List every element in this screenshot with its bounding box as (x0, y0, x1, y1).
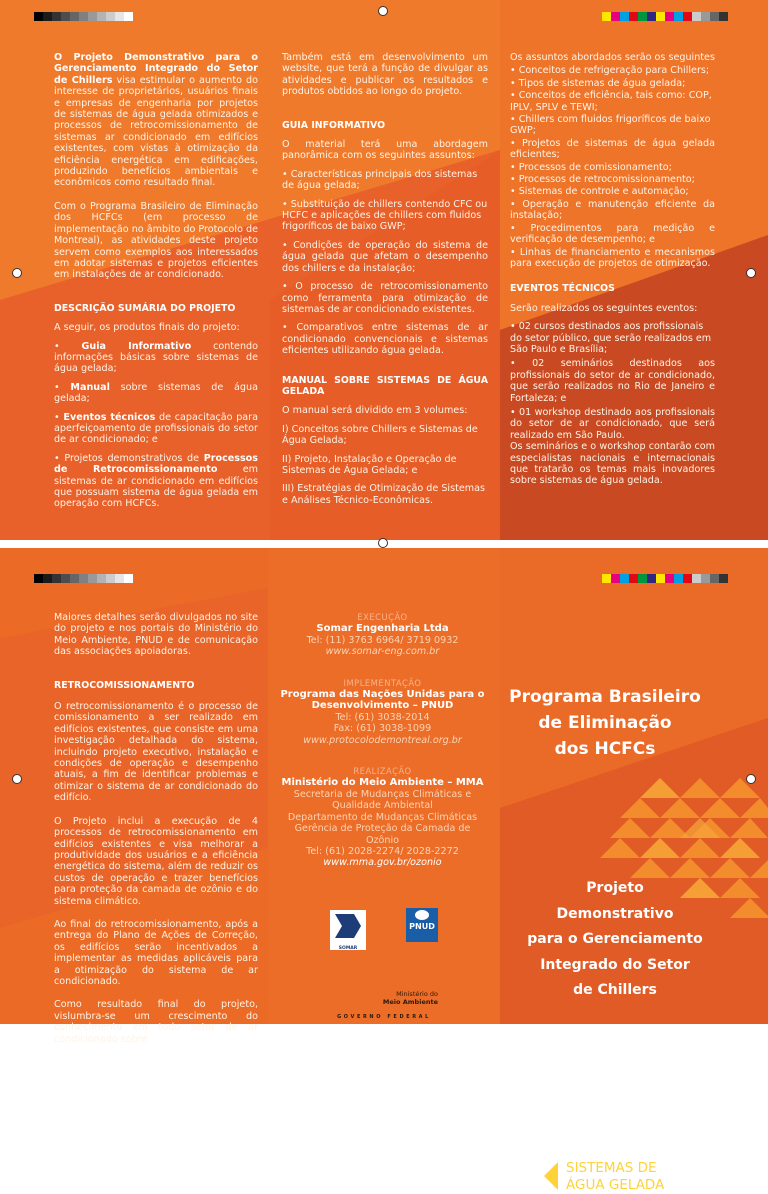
realizacao-line: Secretaria de Mudanças Climáticas e (293, 788, 472, 800)
registration-mark (12, 268, 22, 278)
manual-item: I) Conceitos sobre Chillers e Sistemas de Água Gelada; (282, 423, 478, 447)
guide-item: • Comparativos entre sistemas de ar condicionado convencionais e sistemas eficientes utilizando água gelada. (282, 322, 488, 357)
topic-item: • Operação e manutenção eficiente da instalação; (510, 198, 715, 222)
implementacao-fax: Fax: (61) 3038-1099 (333, 723, 432, 735)
realizacao-website: www.mma.gov.br/ozonio (323, 857, 442, 869)
registration-mark (378, 6, 388, 16)
manual-item: II) Projeto, Instalação e Operação de Sistemas de Água Gelada; e (282, 453, 457, 476)
retro-paragraph: O Projeto inclui a execução de 4 processos de retrocomissionamento em edifícios existentes e visa melhorar a produtividade dos usuários e a eficiência energética do sistema, além de reduzir os custos de operação e trazer benefícios para proteção da camada de ozônio e do sistema climático. (54, 815, 258, 907)
intro-paragraph (54, 52, 258, 189)
cover-subtitle: Projeto Demonstrativo para o Gerenciamento Integrado do Setor de Chillers (527, 880, 703, 998)
implementacao-website: www.protocolodemontreal.org.br (303, 734, 462, 746)
events-lead: Serão realizados os seguintes eventos: (510, 302, 698, 314)
realizacao-line: Tel: (61) 2028-2274/ 2028-2272 (306, 845, 459, 857)
realizacao-line: Qualidade Ambiental (332, 800, 433, 812)
topic-item: • Tipos de sistemas de água gelada; (510, 77, 686, 89)
topic-item: • Sistemas de controle e automação; (510, 186, 689, 198)
un-emblem-icon (415, 910, 429, 920)
event-item: • 02 cursos destinados aos profissionais do setor público, que serão realizados em São Paulo e Brasília; (510, 321, 712, 355)
mma-logo: Ministério do Meio Ambiente (382, 990, 438, 1006)
top-column-1 (54, 52, 258, 517)
pnud-logo: PNUD (406, 908, 438, 942)
implementacao-label: IMPLEMENTAÇÃO (343, 677, 422, 688)
guide-item: • Substituição de chillers contendo CFC ou HCFC e aplicações de chillers com fluidos frigoríficos de baixo GWP; (282, 198, 488, 233)
execucao-website: www.somar-eng.com.br (325, 646, 440, 658)
retro-paragraph: O retrocomissionamento é o processo de comissionamento a ser realizado em edifícios existentes, que consiste em uma investigação detalhada do sistema, incluindo projeto executivo, instalação e condições de operação e desempenho atuais, a fim de identificar problemas e otimizar o sistema de ar condicionado do edifício. (54, 701, 258, 804)
program-paragraph: Com o Programa Brasileiro de Eliminação dos HCFCs (em processo de implementação no âmbito do Protocolo de Montreal), as atividades deste projeto servem como exemplos aos interessados em adotar sistemas e projetos eficientes em instalações de ar condicionado. (54, 200, 258, 281)
bottom-column-1 (54, 612, 258, 1052)
realizacao-line: Gerência de Proteção da Camada de Ozônio (294, 823, 471, 846)
implementacao-org: Programa das Nações Unidas para o Desenvolvimento – PNUD (280, 689, 485, 712)
print-color-bar-left (34, 574, 133, 583)
intro-text: visa estimular o aumento do interesse de proprietários, usuários finais e empresas de engenharia por projetos de sistemas de água gelada otimizados e processos de retrocomissionamento de sistemas ar condicionado em edifícios existentes, com vistas à otimização da eficiência energética em edificações, produzindo benefícios ambientais e econômicos como resultado final. (54, 74, 258, 189)
topic-item: • Procedimentos para medição e verificação de desempenho; e (510, 222, 715, 246)
print-color-bar-right (602, 12, 728, 21)
guide-item: • O processo de retrocomissionamento como ferramenta para otimização de sistemas de ar condicionado existentes. (282, 281, 488, 315)
manual-item: III) Estratégias de Otimização de Sistemas e Análises Técnico-Econômicas. (282, 483, 485, 506)
registration-mark (378, 538, 388, 548)
topic-item: • Processos de retrocomissionamento; (510, 174, 695, 186)
section-heading-guia: GUIA INFORMATIVO (282, 119, 386, 131)
product-item: • Eventos técnicos de capacitação para aperfeiçoamento de profissionais do setor de ar condicionado; e (54, 411, 258, 446)
top-column-2 (282, 52, 488, 513)
section-heading-eventos: EVENTOS TÉCNICOS (510, 283, 615, 295)
manual-lead: O manual será dividido em 3 volumes: (282, 405, 468, 417)
print-color-bar-left (34, 12, 133, 21)
product-item: • Projetos demonstrativos de Processos de Retrocomissionamento em sistemas de ar condicionado em edifícios que possuam sistema de água gelada em operação com HCFCs. (54, 452, 258, 510)
print-color-bar-right (602, 574, 728, 583)
topic-item: • Projetos de sistemas de água gelada eficientes; (510, 137, 715, 161)
sistemas-logo-mark (544, 1162, 558, 1190)
registration-mark (12, 774, 22, 784)
guide-item: • Características principais dos sistemas de água gelada; (282, 168, 478, 192)
realizacao-label: REALIZAÇÃO (353, 766, 412, 777)
topic-item: • Conceitos de refrigeração para Chillers; (510, 65, 710, 77)
execucao-tel: Tel: (11) 3763 6964/ 3719 0932 (306, 634, 459, 646)
events-closing: Os seminários e o workshop contarão com especialistas nacionais e internacionais que tratarão os temas mais inovadores sobre sistemas de água gelada. (510, 441, 715, 487)
registration-mark (746, 774, 756, 784)
website-paragraph: Também está em desenvolvimento um website, que terá a função de divulgar as atividades e publicar os resultados e produtos obtidos ao longo do projeto. (282, 52, 488, 98)
details-paragraph: Maiores detalhes serão divulgados no site do projeto e nos portais do Ministério do Meio Ambiente, PNUD e de comunicação das associações apoiadoras. (54, 612, 258, 658)
products-lead: A seguir, os produtos finais do projeto: (54, 322, 240, 334)
somar-chevron-icon (330, 910, 366, 942)
execucao-label: EXECUÇÃO (357, 612, 408, 622)
bottom-panel (0, 548, 768, 1193)
governo-federal-logo: GOVERNO FEDERAL (337, 1014, 431, 1020)
product-item: • Guia Informativo contendo informações básicas sobre sistemas de água gelada; (54, 340, 258, 375)
cover-title: Programa Brasileiro de Eliminação dos HCFCs (509, 687, 701, 759)
product-item: • Manual sobre sistemas de água gelada; (54, 381, 258, 405)
section-heading-manual: MANUAL SOBRE SISTEMAS DE ÁGUA GELADA (282, 374, 488, 397)
realizacao-org: Ministério do Meio Ambiente – MMA (281, 777, 484, 789)
topic-item: • Linhas de financiamento e mecanismos para execução de projetos de otimização. (510, 246, 715, 269)
retro-paragraph: Ao final do retrocomissionamento, após a entrega do Plano de Ações de Correção, os edifícios serão incentivados a implementar as medidas aplicáveis para a otimização do sistema de ar condicionado. (54, 918, 258, 987)
execucao-org: Somar Engenharia Ltda (316, 623, 449, 635)
event-item: • 01 workshop destinado aos profissionais do setor de ar condicionado, que será realizado em São Paulo. (510, 406, 715, 441)
project-name: O Projeto Demonstrativo para o Gerenciamento Integrado do Setor de Chillers (54, 52, 258, 86)
implementacao-tel: Tel: (61) 3038-2014 (335, 711, 430, 723)
section-heading-retro: RETROCOMISSIONAMENTO (54, 679, 195, 691)
guide-item: • Condições de operação do sistema de água gelada que afetam o desempenho dos chillers e da instalação; (282, 239, 488, 274)
event-item: • 02 seminários destinados aos profissionais do setor de ar condicionado, que serão realizados no Rio de Janeiro e Fortaleza; e (510, 358, 715, 404)
top-panel (0, 0, 768, 540)
retro-paragraph: Como resultado final do projeto, vislumbra-se um crescimento do conhecimento em todo setor de ar condicionado sobre (54, 999, 258, 1045)
top-column-3 (510, 52, 715, 494)
registration-mark (746, 268, 756, 278)
section-heading-descricao: DESCRIÇÃO SUMÁRIA DO PROJETO (54, 302, 236, 314)
guide-lead: O material terá uma abordagem panorâmica com os seguintes assuntos: (282, 139, 488, 162)
realizacao-line: Departamento de Mudanças Climáticas (287, 811, 478, 823)
page-gutter (0, 540, 768, 548)
somar-logo: SOMAR (330, 910, 366, 950)
topic-item: • Chillers com fluidos frigoríficos de baixo GWP; (510, 114, 711, 137)
credits-column (280, 612, 485, 869)
sistemas-logo-text: SISTEMAS DE ÁGUA GELADA (566, 1160, 665, 1193)
topic-item: • Processos de comissionamento; (510, 161, 672, 173)
topics-lead: Os assuntos abordados serão os seguintes (510, 52, 715, 63)
topic-item: • Conceitos de eficiência, tais como: COP, IPLV, SPLV e TEWI; (510, 90, 712, 113)
